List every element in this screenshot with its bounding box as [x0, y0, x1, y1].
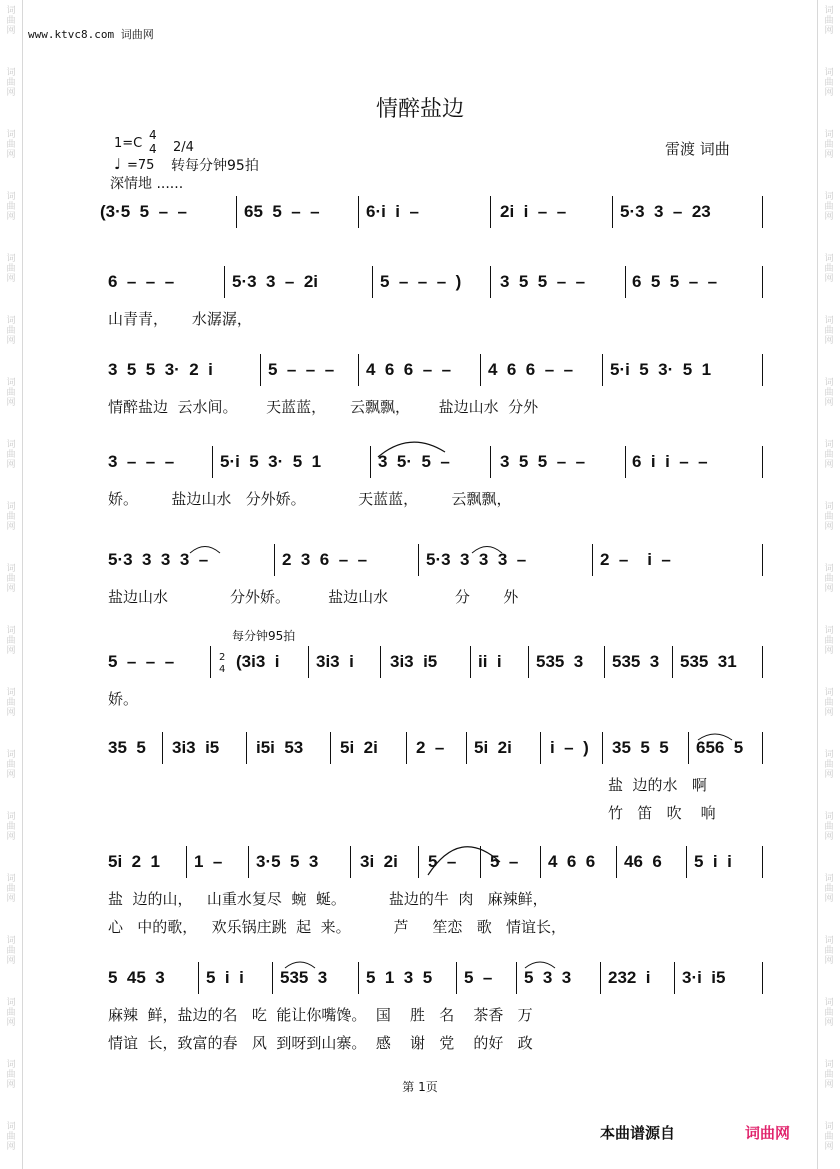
watermark-glyph: 词曲网	[824, 254, 834, 284]
measure: 232 i	[608, 968, 651, 987]
measure: 4 6 6 – –	[488, 360, 574, 379]
measure: 5 1 3 5	[366, 968, 433, 987]
measure: 5i 2 1	[108, 852, 160, 871]
measure: 6 i i – –	[632, 452, 708, 471]
watermark-glyph: 词曲网	[6, 936, 16, 966]
watermark-glyph: 词曲网	[6, 564, 16, 594]
watermark-glyph: 词曲网	[6, 6, 16, 36]
key-signature: 1=C	[114, 136, 143, 151]
watermark-glyph: 词曲网	[6, 812, 16, 842]
song-title: 情醉盐边	[375, 97, 464, 122]
time-change-top: 2	[219, 652, 226, 663]
measure: 5 3 3	[524, 968, 572, 987]
measure: 2 –	[416, 738, 445, 757]
watermark-glyph: 词曲网	[6, 378, 16, 408]
tempo-marking: =75	[127, 158, 155, 173]
lyric-line: 山青青， 水潺潺，	[108, 310, 252, 328]
watermark-glyph: 词曲网	[824, 564, 834, 594]
watermark-glyph: 词曲网	[6, 192, 16, 222]
watermark-glyph: 词曲网	[6, 998, 16, 1028]
watermark-glyph: 词曲网	[6, 130, 16, 160]
watermark-glyph: 词曲网	[6, 874, 16, 904]
watermark-glyph: 词曲网	[6, 626, 16, 656]
watermark-glyph: 词曲网	[824, 192, 834, 222]
measure: 4 6 6	[548, 852, 596, 871]
watermark-glyph: 词曲网	[6, 316, 16, 346]
measure: 6 5 5 – –	[632, 272, 718, 291]
watermark-glyph: 词曲网	[824, 6, 834, 36]
lyric-line: 娇。	[108, 690, 139, 708]
measure: 3 5 5 – –	[500, 272, 586, 291]
measure: 3 5 5 3· 2 i	[108, 360, 213, 379]
measure: 1 –	[194, 852, 223, 871]
measure: 3i3 i	[316, 652, 354, 671]
time-change-bottom: 4	[219, 664, 226, 675]
measure: 46 6	[624, 852, 662, 871]
watermark-glyph: 词曲网	[824, 130, 834, 160]
measure: 5 –	[464, 968, 493, 987]
watermark-glyph: 词曲网	[824, 812, 834, 842]
watermark-glyph: 词曲网	[824, 502, 834, 532]
measure: ii i	[478, 652, 502, 671]
measure: 5·3 3 – 2i	[232, 272, 318, 291]
lyric-line: 盐边山水 分外娇。 盐边山水 分 外	[108, 588, 519, 606]
measure: 5 –	[428, 852, 457, 871]
watermark-glyph: 词曲网	[824, 1060, 834, 1090]
measure: 535 3	[536, 652, 584, 671]
measure: 3·5 5 3	[256, 852, 319, 871]
measure: 6·i i –	[366, 202, 419, 221]
measure: 3·i i5	[682, 968, 726, 987]
measure: 5·3 3 3 3 –	[426, 550, 527, 569]
credit-line: 雷渡 词曲	[665, 140, 730, 158]
watermark-glyph: 词曲网	[6, 502, 16, 532]
tempo-marking-2: 每分钟95拍	[232, 629, 296, 643]
measure: 5 –	[490, 852, 519, 871]
measure: 5 – – –	[108, 652, 175, 671]
lyric-line: 麻辣 鲜，盐边的名 吃 能让你嘴馋。 国 胜 名 茶香 万	[108, 1006, 533, 1024]
watermark-glyph: 词曲网	[824, 936, 834, 966]
measure: 5 45 3	[108, 968, 165, 987]
measure: 535 3	[612, 652, 660, 671]
measure: 2 3 6 – –	[282, 550, 368, 569]
measure: 5 i i	[694, 852, 732, 871]
measure: 35 5	[108, 738, 146, 757]
measure: 2 – i –	[600, 550, 671, 569]
measure: 3i3 i5	[172, 738, 220, 757]
watermark-glyph: 词曲网	[824, 68, 834, 98]
lyric-line: 情谊 长，致富的春 风 到呀到山寨。 感 谢 党 的好 政	[108, 1034, 533, 1052]
measure: (3·5 5 – –	[100, 202, 187, 221]
watermark-glyph: 词曲网	[824, 1122, 834, 1152]
measure: 5·3 3 – 23	[620, 202, 711, 221]
lyric-line: 盐 边的水 啊	[608, 776, 707, 794]
measure: 5·i 5 3· 5 1	[220, 452, 322, 471]
measure: 3 5 5 – –	[500, 452, 586, 471]
measure: (3i3 i	[236, 652, 280, 671]
measure: 5 – – – )	[380, 272, 462, 291]
page-number: 第 1页	[402, 1080, 438, 1094]
lyric-line: 竹 笛 吹 响	[608, 804, 716, 822]
measure: 4 6 6 – –	[366, 360, 452, 379]
site-url[interactable]: www.ktvc8.com 词曲网	[28, 28, 154, 41]
lyric-line: 娇。 盐边山水 分外娇。 天蓝蓝， 云飘飘，	[108, 490, 512, 508]
measure: 3 5· 5 –	[378, 452, 450, 471]
quarter-note-icon: ♩	[114, 155, 122, 173]
lyric-line: 心 中的歌， 欢乐锅庄跳 起 来。 芦 笙恋 歌 情谊长，	[108, 918, 567, 936]
measure: i – )	[550, 738, 589, 757]
watermark-glyph: 词曲网	[824, 378, 834, 408]
measure: 5 i i	[206, 968, 244, 987]
measure: 35 5 5	[612, 738, 669, 757]
measure: 5i 2i	[340, 738, 378, 757]
measure: 65 5 – –	[244, 202, 320, 221]
watermark-glyph: 词曲网	[824, 750, 834, 780]
watermark-glyph: 词曲网	[6, 68, 16, 98]
brand-link[interactable]: 词曲网	[745, 1124, 791, 1142]
watermark-glyph: 词曲网	[824, 688, 834, 718]
watermark-glyph: 词曲网	[824, 874, 834, 904]
watermark-glyph: 词曲网	[6, 440, 16, 470]
watermark-glyph: 词曲网	[824, 440, 834, 470]
measure: i5i 53	[256, 738, 304, 757]
measure: 535 3	[280, 968, 328, 987]
source-label: 本曲谱源自	[600, 1124, 676, 1142]
measure: 3i3 i5	[390, 652, 438, 671]
lyric-line: 盐 边的山， 山重水复尽 蜿 蜒。 盐边的牛 肉 麻辣鲜，	[108, 890, 548, 908]
watermark-glyph: 词曲网	[824, 316, 834, 346]
watermark-glyph: 词曲网	[6, 254, 16, 284]
measure: 656 5	[696, 738, 744, 757]
measure: 6 – – –	[108, 272, 175, 291]
measure: 3i 2i	[360, 852, 398, 871]
watermark-glyph: 词曲网	[6, 1122, 16, 1152]
time-signature-bottom: 4	[149, 142, 157, 156]
measure: 535 31	[680, 652, 737, 671]
measure: 5 – – –	[268, 360, 335, 379]
watermark-glyph: 词曲网	[824, 626, 834, 656]
measure: 5i 2i	[474, 738, 512, 757]
watermark-glyph: 词曲网	[6, 1060, 16, 1090]
tempo-change: 转每分钟95拍	[171, 158, 259, 174]
expression-marking: 深情地 ......	[110, 176, 184, 192]
time-signature-top: 4	[149, 128, 157, 142]
measure: 3 – – –	[108, 452, 175, 471]
lyric-line: 情醉盐边 云水间。 天蓝蓝， 云飘飘， 盐边山水 分外	[108, 398, 539, 416]
watermark-glyph: 词曲网	[6, 688, 16, 718]
watermark-glyph: 词曲网	[824, 998, 834, 1028]
measure: 2i i – –	[500, 202, 567, 221]
watermark-glyph: 词曲网	[6, 750, 16, 780]
alt-time-signature: 2/4	[173, 140, 194, 155]
measure: 5·i 5 3· 5 1	[610, 360, 712, 379]
measure: 5·3 3 3 3 –	[108, 550, 209, 569]
